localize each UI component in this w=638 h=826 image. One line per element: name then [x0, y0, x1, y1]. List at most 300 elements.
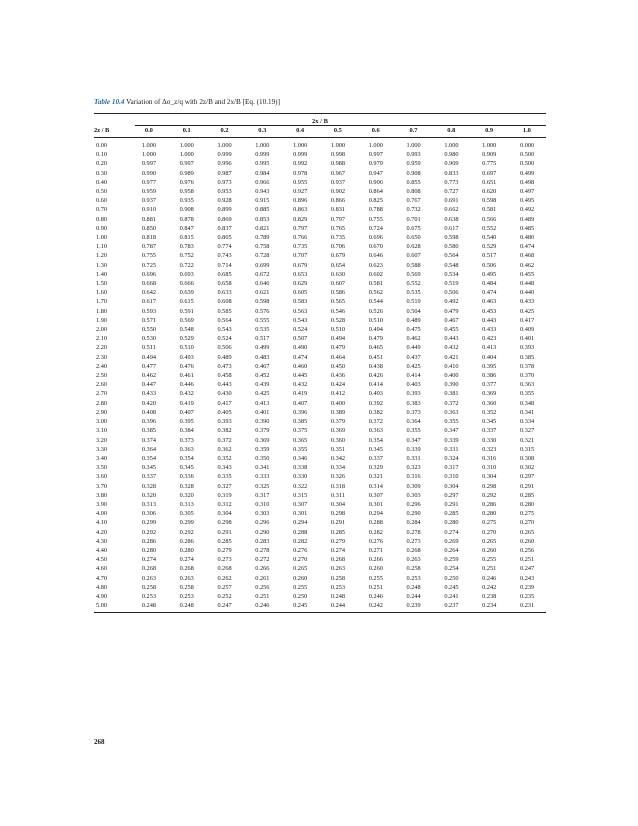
value-cell: 0.462 — [519, 261, 535, 269]
value-cell: 0.286 — [179, 537, 194, 545]
value-cell: 0.797 — [293, 224, 308, 232]
value-cell: 0.504 — [406, 307, 421, 315]
value-cell: 0.251 — [255, 592, 270, 600]
value-cell: 0.252 — [217, 592, 232, 600]
value-cell: 0.999 — [293, 151, 308, 159]
value-cell: 0.638 — [444, 215, 459, 223]
table-top-rule — [94, 113, 546, 114]
value-cell: 0.585 — [217, 307, 232, 315]
table-row — [94, 334, 546, 343]
table-row — [94, 150, 546, 159]
row-label-cell: 4.80 — [96, 583, 108, 591]
value-cell: 0.359 — [255, 445, 270, 453]
column-header: 0.4 — [296, 127, 305, 134]
value-cell: 0.529 — [179, 335, 194, 343]
value-cell: 0.280 — [179, 546, 194, 554]
value-cell: 0.263 — [141, 574, 156, 582]
table-row — [94, 518, 546, 527]
value-cell: 0.783 — [179, 243, 194, 251]
value-cell: 0.928 — [217, 197, 232, 205]
value-cell: 0.268 — [406, 546, 421, 554]
value-cell: 0.239 — [406, 602, 421, 610]
value-cell: 0.499 — [519, 169, 535, 177]
table-row — [94, 399, 546, 408]
value-cell: 0.327 — [519, 427, 535, 435]
table-row — [94, 574, 546, 583]
value-cell: 0.987 — [217, 169, 232, 177]
value-cell: 0.815 — [179, 234, 194, 242]
value-cell: 0.360 — [330, 436, 346, 444]
value-cell: 0.685 — [217, 270, 232, 278]
value-cell: 0.413 — [482, 344, 497, 352]
value-cell: 0.386 — [482, 372, 497, 380]
table-row — [94, 205, 546, 214]
value-cell: 0.878 — [179, 215, 194, 223]
value-cell: 0.672 — [255, 270, 270, 278]
value-cell: 0.245 — [444, 583, 459, 591]
value-cell: 0.623 — [368, 261, 383, 269]
value-cell: 0.498 — [519, 178, 535, 186]
value-cell: 0.410 — [444, 362, 459, 370]
value-cell: 0.263 — [406, 556, 421, 564]
value-cell: 0.248 — [330, 592, 346, 600]
row-label-cell: 2.60 — [96, 381, 108, 389]
value-cell: 0.396 — [141, 418, 156, 426]
value-cell: 0.363 — [368, 427, 383, 435]
value-cell: 0.393 — [217, 418, 232, 426]
value-cell: 0.670 — [368, 243, 383, 251]
value-cell: 0.280 — [519, 500, 535, 508]
value-cell: 0.902 — [330, 188, 346, 196]
value-cell: 0.393 — [406, 390, 421, 398]
column-header: 1.0 — [522, 127, 531, 134]
table-row — [94, 279, 546, 288]
value-cell: 0.735 — [293, 243, 308, 251]
table-row — [94, 482, 546, 491]
value-cell: 0.292 — [482, 491, 497, 499]
column-group-rule — [135, 125, 546, 126]
value-cell: 0.666 — [179, 280, 194, 288]
table-caption — [94, 98, 280, 106]
value-cell: 0.493 — [179, 353, 194, 361]
value-cell: 0.978 — [293, 169, 308, 177]
value-cell: 0.439 — [255, 381, 270, 389]
value-cell: 0.691 — [444, 197, 459, 205]
value-cell: 0.354 — [141, 454, 156, 462]
value-cell: 0.420 — [141, 399, 156, 407]
value-cell: 0.276 — [293, 546, 308, 554]
row-label-cell: 0.10 — [96, 151, 108, 159]
table-row — [94, 426, 546, 435]
value-cell: 0.247 — [519, 565, 535, 573]
row-label-cell: 1.00 — [96, 234, 108, 242]
value-cell: 0.967 — [330, 169, 346, 177]
value-cell: 0.598 — [444, 234, 459, 242]
value-cell: 0.288 — [368, 519, 383, 527]
value-cell: 0.297 — [519, 473, 535, 481]
value-cell: 0.989 — [179, 169, 194, 177]
value-cell: 0.425 — [519, 307, 535, 315]
value-cell: 0.385 — [141, 427, 156, 435]
value-cell: 0.495 — [482, 270, 497, 278]
value-cell: 0.473 — [217, 362, 232, 370]
value-cell: 0.408 — [141, 408, 156, 416]
value-cell: 0.566 — [482, 215, 497, 223]
row-label-cell: 2.00 — [96, 326, 108, 334]
value-cell: 0.425 — [255, 390, 270, 398]
value-cell: 0.246 — [255, 602, 270, 610]
value-cell: 1.000 — [141, 142, 156, 149]
value-cell: 0.885 — [255, 206, 270, 214]
value-cell: 0.250 — [293, 592, 308, 600]
row-label-cell: 4.10 — [96, 519, 108, 527]
value-cell: 0.831 — [330, 206, 346, 214]
value-cell: 0.390 — [255, 418, 270, 426]
row-label-cell: 2.70 — [96, 390, 108, 398]
row-label-cell: 3.00 — [96, 418, 108, 426]
table-row — [94, 141, 546, 150]
table-caption-text: Variation of Δσ_z/q with 2z/B and 2x/B [Eq. (10.19)] — [126, 98, 280, 106]
value-cell: 0.430 — [217, 390, 232, 398]
value-cell: 0.268 — [179, 565, 194, 573]
value-cell: 0.409 — [519, 326, 535, 334]
value-cell: 0.311 — [331, 491, 345, 499]
column-header: 0.8 — [447, 127, 456, 134]
value-cell: 0.766 — [293, 234, 308, 242]
value-cell: 0.787 — [141, 243, 156, 251]
value-cell: 0.263 — [179, 574, 194, 582]
value-cell: 0.973 — [217, 178, 232, 186]
value-cell: 0.775 — [482, 160, 497, 168]
value-cell: 0.639 — [179, 289, 194, 297]
value-cell: 0.291 — [444, 500, 459, 508]
value-cell: 0.475 — [406, 326, 421, 334]
value-cell: 1.000 — [368, 142, 383, 149]
value-cell: 0.998 — [330, 151, 346, 159]
value-cell: 0.251 — [482, 565, 497, 573]
value-cell: 0.407 — [179, 408, 194, 416]
value-cell: 0.548 — [444, 261, 459, 269]
value-cell: 0.237 — [444, 602, 459, 610]
value-cell: 0.248 — [141, 602, 156, 610]
value-cell: 0.510 — [330, 326, 346, 334]
value-cell: 0.392 — [368, 399, 383, 407]
value-cell: 0.497 — [519, 188, 535, 196]
value-cell: 0.507 — [293, 335, 308, 343]
value-cell: 0.352 — [217, 454, 232, 462]
value-cell: 0.248 — [179, 602, 194, 610]
column-header: 0.5 — [333, 127, 342, 134]
value-cell: 0.274 — [444, 528, 459, 536]
value-cell: 0.260 — [482, 546, 497, 554]
value-cell: 0.265 — [482, 537, 497, 545]
value-cell: 0.697 — [482, 169, 497, 177]
value-cell: 0.317 — [255, 491, 270, 499]
table-row — [94, 288, 546, 297]
value-cell: 0.280 — [444, 519, 459, 527]
value-cell: 0.377 — [482, 381, 497, 389]
row-label-cell: 4.50 — [96, 556, 108, 564]
value-cell: 0.378 — [519, 362, 535, 370]
value-cell: 0.369 — [482, 390, 497, 398]
value-cell: 0.310 — [482, 464, 497, 472]
value-cell: 0.417 — [519, 316, 535, 324]
value-cell: 0.908 — [179, 206, 194, 214]
value-cell: 0.767 — [406, 197, 421, 205]
value-cell: 0.304 — [482, 473, 497, 481]
value-cell: 0.372 — [217, 436, 232, 444]
value-cell: 1.000 — [330, 142, 346, 149]
value-cell: 0.407 — [293, 399, 308, 407]
value-cell: 0.910 — [141, 206, 156, 214]
value-cell: 0.239 — [519, 583, 535, 591]
value-cell: 0.955 — [293, 178, 308, 186]
value-cell: 0.455 — [519, 270, 535, 278]
value-cell: 0.318 — [330, 482, 346, 490]
row-label-cell: 3.60 — [96, 473, 108, 481]
value-cell: 0.256 — [255, 583, 270, 591]
value-cell: 0.569 — [406, 270, 421, 278]
value-cell: 0.246 — [368, 592, 383, 600]
value-cell: 0.270 — [482, 528, 497, 536]
value-cell: 0.947 — [368, 169, 383, 177]
value-cell: 0.485 — [519, 224, 535, 232]
value-cell: 0.808 — [406, 188, 421, 196]
value-cell: 0.679 — [293, 261, 308, 269]
value-cell: 0.458 — [217, 372, 232, 380]
table-row — [94, 537, 546, 546]
value-cell: 0.646 — [368, 252, 383, 260]
value-cell: 0.254 — [444, 565, 459, 573]
value-cell: 0.343 — [217, 464, 232, 472]
value-cell: 0.389 — [330, 408, 346, 416]
value-cell: 0.909 — [482, 151, 497, 159]
row-label-cell: 1.10 — [96, 243, 108, 251]
value-cell: 0.495 — [519, 197, 535, 205]
row-label-cell: 4.40 — [96, 546, 108, 554]
value-cell: 0.298 — [330, 510, 346, 518]
value-cell: 0.273 — [406, 537, 421, 545]
row-label-cell: 1.60 — [96, 289, 108, 297]
value-cell: 0.598 — [482, 197, 497, 205]
table-row — [94, 242, 546, 251]
row-label-cell: 4.20 — [96, 528, 108, 536]
value-cell: 0.272 — [255, 556, 270, 564]
value-cell: 0.292 — [179, 528, 194, 536]
table-row — [94, 270, 546, 279]
value-cell: 0.256 — [519, 546, 535, 554]
row-label-cell: 2.20 — [96, 344, 108, 352]
value-cell: 0.303 — [255, 510, 270, 518]
value-cell: 0.312 — [217, 500, 232, 508]
table-row — [94, 601, 546, 610]
value-cell: 0.445 — [293, 372, 308, 380]
value-cell: 0.621 — [255, 289, 270, 297]
row-label-cell: 3.40 — [96, 454, 108, 462]
value-cell: 0.707 — [293, 252, 308, 260]
value-cell: 0.396 — [293, 408, 308, 416]
value-cell: 0.400 — [330, 399, 346, 407]
value-cell: 0.437 — [406, 353, 421, 361]
row-label-cell: 1.80 — [96, 307, 108, 315]
value-cell: 0.992 — [293, 160, 308, 168]
value-cell: 0.675 — [406, 224, 421, 232]
value-cell: 0.253 — [141, 592, 156, 600]
value-cell: 0.354 — [368, 436, 383, 444]
value-cell: 0.449 — [406, 344, 421, 352]
value-cell: 0.338 — [293, 464, 308, 472]
value-cell: 0.732 — [406, 206, 421, 214]
value-cell: 0.899 — [217, 206, 232, 214]
value-cell: 0.774 — [217, 243, 232, 251]
value-cell: 0.474 — [519, 243, 535, 251]
table-row — [94, 343, 546, 352]
value-cell: 0.528 — [330, 316, 346, 324]
value-cell: 0.548 — [179, 326, 194, 334]
value-cell: 0.285 — [330, 528, 346, 536]
value-cell: 0.327 — [217, 482, 232, 490]
value-cell: 1.000 — [141, 151, 156, 159]
value-cell: 0.316 — [482, 454, 497, 462]
value-cell: 0.244 — [406, 592, 421, 600]
value-cell: 0.586 — [330, 289, 346, 297]
value-cell: 0.280 — [141, 546, 156, 554]
value-cell: 0.330 — [293, 473, 308, 481]
value-cell: 0.617 — [141, 298, 156, 306]
table-bottom-rule — [94, 612, 546, 613]
value-cell: 0.329 — [368, 464, 383, 472]
row-label-cell: 0.40 — [96, 178, 108, 186]
value-cell: 0.310 — [444, 473, 459, 481]
column-header: 0.0 — [144, 127, 153, 134]
value-cell: 0.301 — [293, 510, 308, 518]
value-cell: 0.315 — [293, 491, 308, 499]
value-cell: 0.322 — [293, 482, 308, 490]
value-cell: 0.447 — [141, 381, 156, 389]
value-cell: 0.654 — [330, 261, 346, 269]
value-cell: 0.320 — [179, 491, 194, 499]
value-cell: 0.581 — [368, 280, 383, 288]
table-row — [94, 233, 546, 242]
value-cell: 0.243 — [519, 574, 535, 582]
table-row — [94, 528, 546, 537]
value-cell: 0.725 — [141, 261, 156, 269]
value-cell: 0.382 — [217, 427, 232, 435]
value-cell: 0.274 — [141, 556, 156, 564]
value-cell: 0.248 — [406, 583, 421, 591]
value-cell: 0.299 — [179, 519, 194, 527]
row-label-cell: 1.20 — [96, 252, 108, 260]
value-cell: 0.519 — [444, 280, 459, 288]
value-cell: 0.605 — [293, 289, 308, 297]
value-cell: 0.855 — [406, 178, 421, 186]
table-row — [94, 325, 546, 334]
row-label-cell: 0.50 — [96, 188, 108, 196]
value-cell: 0.927 — [293, 188, 308, 196]
value-cell: 0.342 — [330, 454, 346, 462]
row-label-cell: 3.80 — [96, 491, 108, 499]
value-cell: 0.997 — [141, 160, 156, 168]
value-cell: 0.837 — [217, 224, 232, 232]
value-cell: 0.755 — [141, 252, 156, 260]
value-cell: 0.284 — [406, 519, 421, 527]
value-cell: 0.268 — [141, 565, 156, 573]
value-cell: 0.242 — [368, 602, 383, 610]
value-cell: 0.607 — [406, 252, 421, 260]
value-cell: 0.583 — [293, 298, 308, 306]
row-label-cell: 4.30 — [96, 537, 108, 545]
value-cell: 0.653 — [293, 270, 308, 278]
value-cell: 0.313 — [179, 500, 194, 508]
value-cell: 0.984 — [255, 169, 270, 177]
table-row — [94, 546, 546, 555]
value-cell: 0.569 — [179, 316, 194, 324]
value-cell: 0.468 — [519, 252, 535, 260]
value-cell: 0.253 — [330, 583, 346, 591]
value-cell: 0.298 — [217, 519, 232, 527]
value-cell: 0.866 — [330, 197, 346, 205]
value-cell: 0.265 — [519, 528, 535, 536]
value-cell: 0.455 — [444, 326, 459, 334]
table-row — [94, 215, 546, 224]
value-cell: 0.433 — [141, 390, 156, 398]
value-cell: 0.263 — [330, 565, 346, 573]
value-cell: 0.403 — [406, 381, 421, 389]
value-cell: 0.413 — [255, 399, 270, 407]
value-cell: 0.451 — [368, 353, 383, 361]
value-cell: 0.274 — [179, 556, 194, 564]
value-cell: 0.958 — [179, 188, 194, 196]
value-cell: 0.404 — [482, 353, 497, 361]
value-cell: 0.863 — [293, 206, 308, 214]
value-cell: 0.269 — [444, 537, 459, 545]
value-cell: 0.374 — [141, 436, 156, 444]
value-cell: 0.608 — [217, 298, 232, 306]
value-cell: 0.701 — [406, 215, 421, 223]
row-label-cell: 4.00 — [96, 510, 108, 518]
value-cell: 0.593 — [141, 307, 156, 315]
value-cell: 0.519 — [406, 298, 421, 306]
value-cell: 0.506 — [482, 261, 497, 269]
value-cell: 0.309 — [406, 482, 421, 490]
value-cell: 0.323 — [406, 464, 421, 472]
row-label-cell: 3.90 — [96, 500, 108, 508]
value-cell: 0.990 — [141, 169, 156, 177]
table-row — [94, 436, 546, 445]
value-cell: 0.355 — [293, 445, 308, 453]
value-cell: 0.546 — [330, 307, 346, 315]
value-cell: 0.326 — [330, 473, 346, 481]
value-cell: 0.432 — [179, 390, 194, 398]
value-cell: 1.000 — [179, 151, 194, 159]
value-cell: 0.953 — [217, 188, 232, 196]
value-cell: 0.390 — [444, 381, 459, 389]
value-cell: 0.379 — [255, 427, 270, 435]
value-cell: 0.238 — [482, 592, 497, 600]
value-cell: 0.414 — [406, 372, 421, 380]
table-row — [94, 297, 546, 306]
value-cell: 0.935 — [179, 197, 194, 205]
value-cell: 0.426 — [368, 372, 383, 380]
table-row — [94, 408, 546, 417]
value-cell: 0.304 — [444, 482, 459, 490]
value-cell: 0.818 — [141, 234, 156, 242]
value-cell: 0.417 — [217, 399, 232, 407]
value-cell: 0.337 — [482, 427, 497, 435]
value-cell: 0.979 — [368, 160, 383, 168]
value-cell: 0.443 — [444, 335, 459, 343]
value-cell: 0.257 — [217, 583, 232, 591]
